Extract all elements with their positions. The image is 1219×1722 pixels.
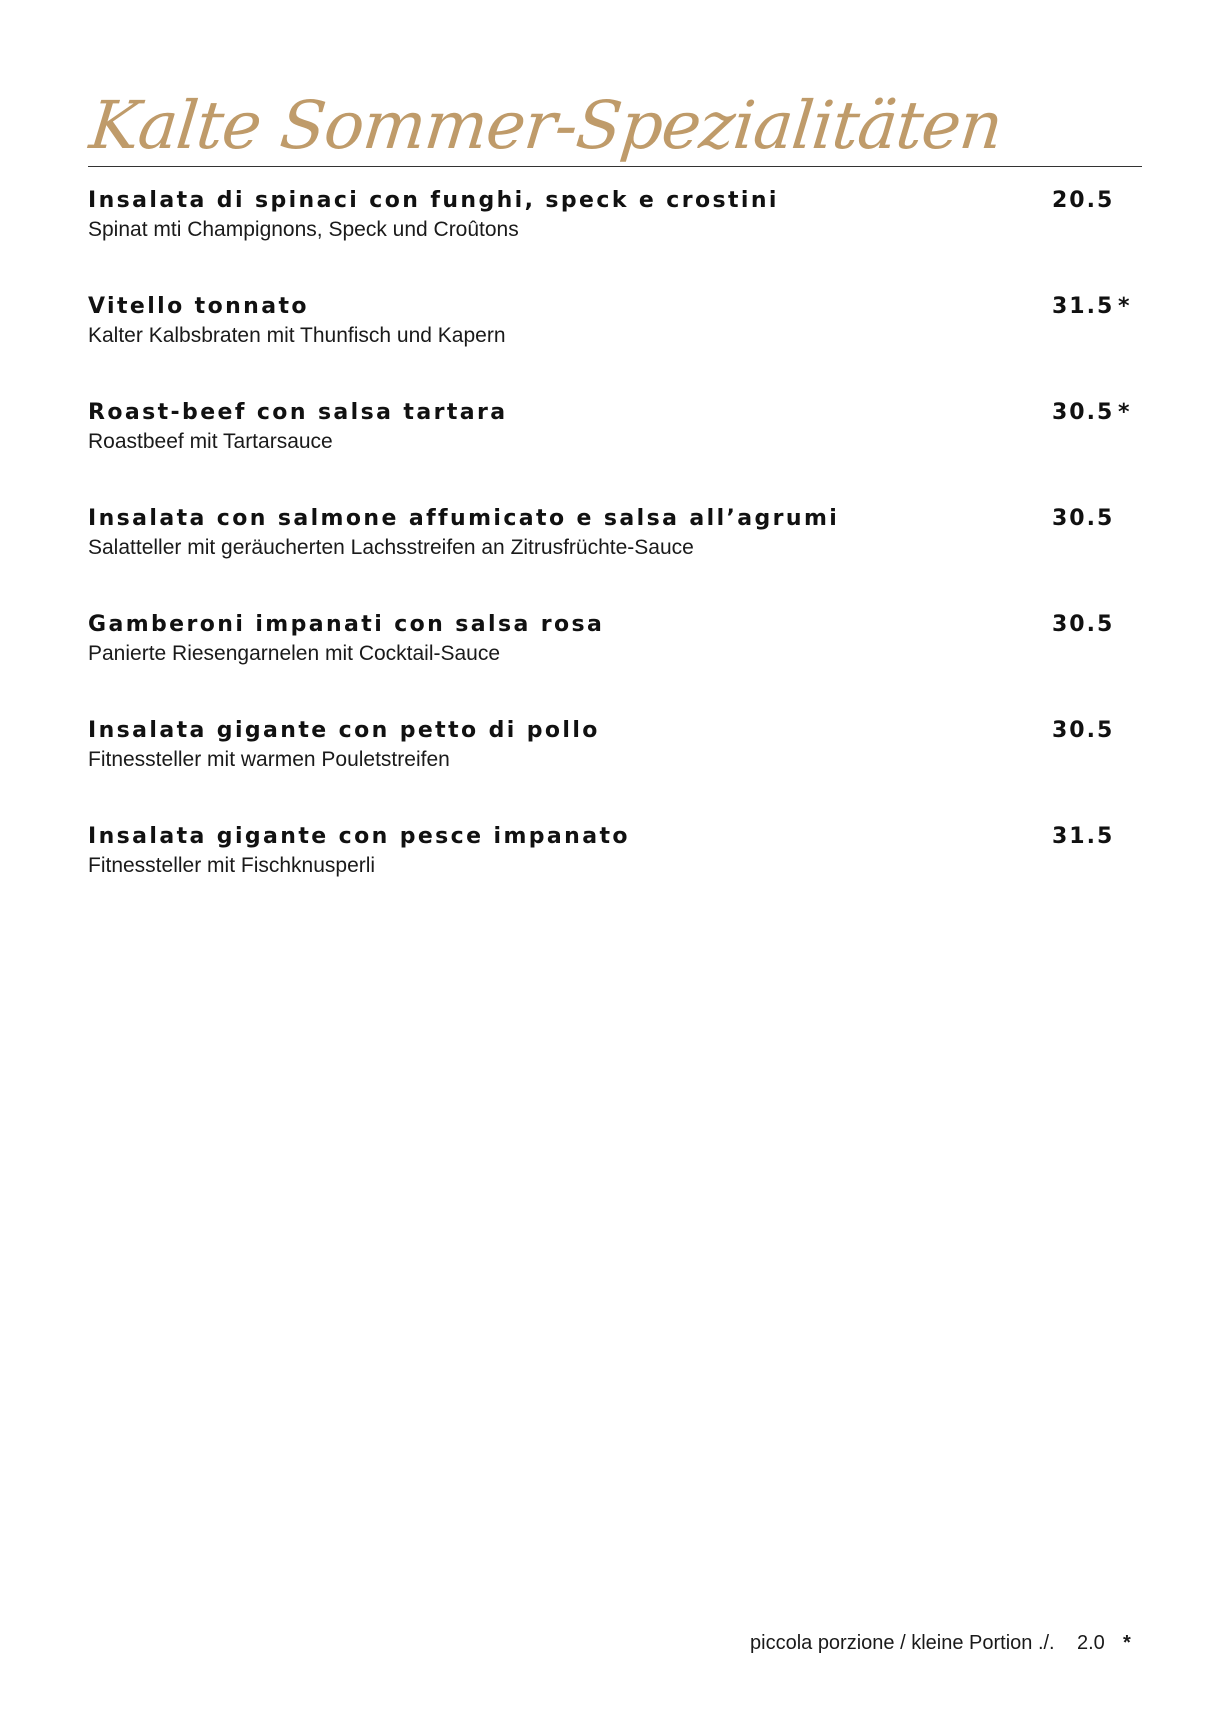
title-divider [88,166,1142,167]
menu-item-small-portion-mark: * [1118,400,1130,425]
menu-item [88,610,1142,716]
small-portion-footer [650,1628,1134,1658]
small-portion-mark: * [1123,1632,1131,1654]
menu-item-name: Insalata con salmone affumicato e salsa all’agrumi [88,506,840,531]
small-portion-note: piccola porzione / kleine Portion ./. [750,1632,1055,1654]
menu-item-price: 31.5 [1052,824,1115,849]
menu-item-name: Gamberoni impanati con salsa rosa [88,612,605,637]
menu-item-description: Roastbeef mit Tartarsauce [88,430,333,453]
menu-item-price: 30.5 [1052,718,1115,743]
menu-item [88,292,1142,398]
menu-item-name: Roast-beef con salsa tartara [88,400,508,425]
menu-item-name: Insalata gigante con pesce impanato [88,824,630,849]
menu-item-name: Insalata gigante con petto di pollo [88,718,600,743]
small-portion-discount: 2.0 [1077,1632,1105,1654]
menu-item-price: 30.5 [1052,612,1115,637]
menu-item-name: Vitello tonnato [88,294,309,319]
menu-title: Kalte Sommer-Spezialitäten [86,87,1006,164]
menu-item-description: Fitnessteller mit Fischknusperli [88,854,376,877]
menu-item [88,398,1142,504]
menu-item [88,504,1142,610]
menu-item-price: 20.5 [1052,188,1115,213]
menu-item-price: 30.5 [1052,506,1115,531]
menu-item-description: Salatteller mit geräucherten Lachsstreifen an Zitrusfrüchte-Sauce [88,536,694,559]
menu-item-price: 31.5 [1052,294,1115,319]
menu-item-description: Fitnessteller mit warmen Pouletstreifen [88,748,450,771]
menu-item-description: Panierte Riesengarnelen mit Cocktail-Sauce [88,642,501,665]
menu-item-small-portion-mark: * [1118,294,1130,319]
menu-item-description: Spinat mti Champignons, Speck und Croûtons [88,218,519,241]
menu-item-name: Insalata di spinaci con funghi, speck e crostini [88,188,779,213]
menu-item [88,716,1142,822]
menu-item-list [88,186,1142,928]
menu-item [88,186,1142,292]
menu-item-price: 30.5 [1052,400,1115,425]
menu-item-description: Kalter Kalbsbraten mit Thunfisch und Kapern [88,324,506,347]
menu-item [88,822,1142,928]
